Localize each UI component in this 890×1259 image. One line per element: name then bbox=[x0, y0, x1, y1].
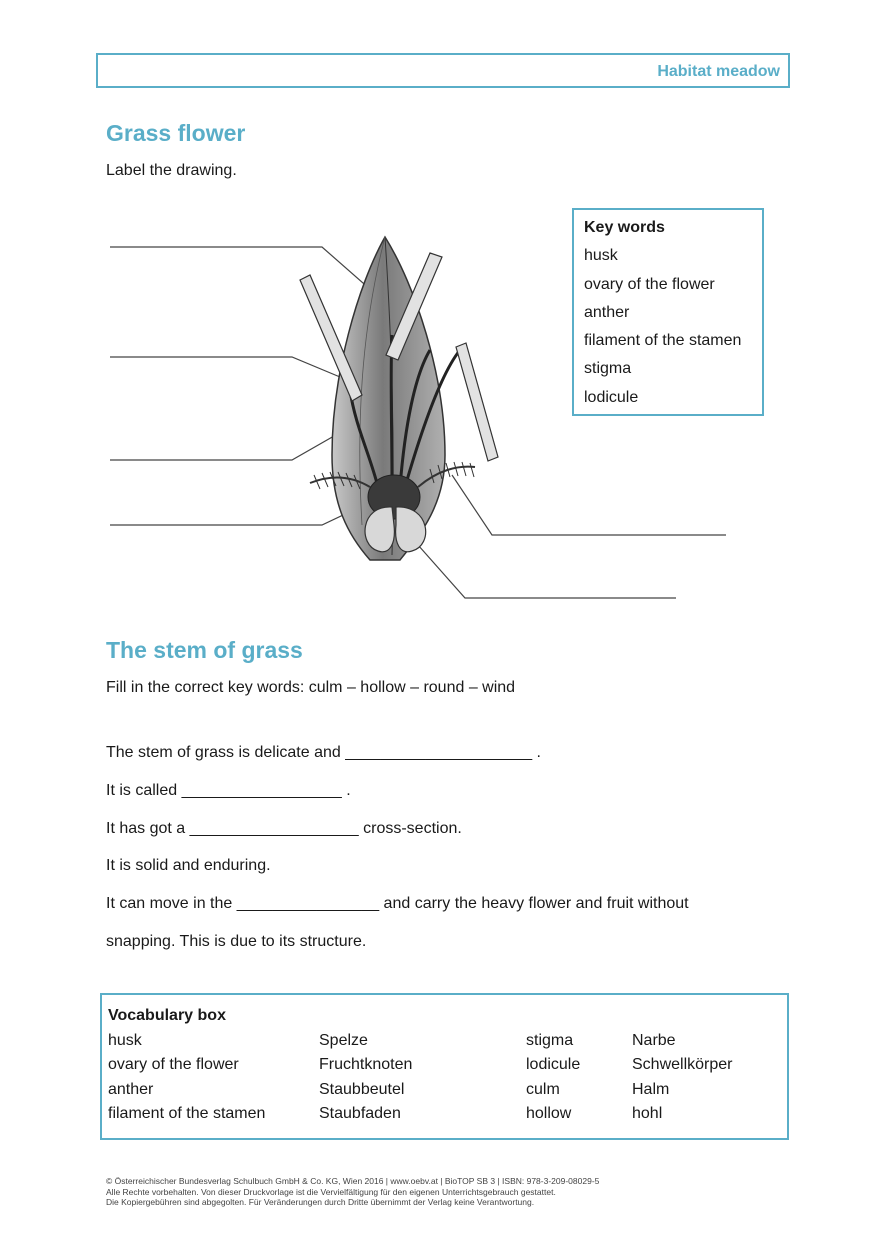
vocab-row bbox=[102, 1032, 787, 1054]
keyword-item: stigma bbox=[584, 360, 632, 378]
vocabulary-box bbox=[100, 993, 789, 1140]
vocab-cell: Narbe bbox=[632, 1032, 676, 1049]
label-line-1 bbox=[110, 247, 388, 305]
sentence-4: It is solid and enduring. bbox=[106, 857, 271, 874]
vocab-cell: Staubbeutel bbox=[319, 1081, 405, 1098]
anther-3 bbox=[456, 343, 498, 461]
vocab-cell: Spelze bbox=[319, 1032, 368, 1049]
keyword-item: filament of the stamen bbox=[584, 332, 742, 350]
vocab-cell: culm bbox=[526, 1081, 560, 1098]
label-line-3 bbox=[110, 420, 362, 460]
label-line-5 bbox=[452, 475, 726, 535]
sentence-2: It is called __________________ . bbox=[106, 782, 351, 799]
section-title-grass-flower: Grass flower bbox=[106, 120, 246, 146]
section-title-stem: The stem of grass bbox=[106, 637, 303, 663]
vocab-cell: husk bbox=[108, 1032, 142, 1049]
label-line-6 bbox=[418, 545, 676, 598]
footer-line: © Österreichischer Bundesverlag Schulbuch GmbH & Co. KG, Wien 2016 | www.oebv.at | BioTOP SB 3 | ISBN: 978-3-209-08029-5 bbox=[106, 1176, 600, 1186]
footer-line: Alle Rechte vorbehalten. Von dieser Druckvorlage ist die Vervielfältigung für den eigenen Unterrichtsgebrauch gestattet. bbox=[106, 1186, 556, 1197]
vocab-cell: hohl bbox=[632, 1105, 663, 1122]
header-box bbox=[96, 53, 790, 88]
vocab-cell: Staubfaden bbox=[319, 1105, 401, 1122]
sentence-3: It has got a ___________________ cross-section. bbox=[106, 820, 462, 837]
vocab-cell: filament of the stamen bbox=[108, 1105, 266, 1122]
vocab-row bbox=[102, 1105, 787, 1127]
header-label: Habitat meadow bbox=[657, 63, 780, 80]
keyword-item: ovary of the flower bbox=[584, 275, 715, 293]
sentence-1: The stem of grass is delicate and _____________________ . bbox=[106, 744, 541, 761]
vocab-cell: Fruchtknoten bbox=[319, 1056, 413, 1073]
footer bbox=[106, 1176, 599, 1208]
footer-line: Die Kopiergebühren sind abgegolten. Für Veränderungen durch Dritte übernimmt der Verlag keine Verantwortung. bbox=[106, 1197, 535, 1207]
vocab-cell: stigma bbox=[526, 1032, 574, 1049]
instruction-label-drawing: Label the drawing. bbox=[106, 162, 237, 179]
vocab-cell: hollow bbox=[526, 1105, 572, 1122]
vocabulary-title: Vocabulary box bbox=[108, 1007, 226, 1024]
keyword-item: anther bbox=[584, 303, 630, 321]
label-line-4 bbox=[110, 507, 360, 525]
keywords-box bbox=[572, 208, 764, 416]
keywords-title: Key words bbox=[584, 219, 665, 236]
vocab-cell: Halm bbox=[632, 1081, 670, 1098]
vocab-row bbox=[102, 1081, 787, 1103]
instruction-fill-in: Fill in the correct key words: culm – hollow – round – wind bbox=[106, 679, 516, 696]
keyword-item: lodicule bbox=[584, 388, 639, 406]
vocab-row bbox=[102, 1056, 787, 1078]
label-line-2 bbox=[110, 357, 340, 377]
sentence-6: snapping. This is due to its structure. bbox=[106, 933, 367, 950]
sentence-5: It can move in the ________________ and carry the heavy flower and fruit without bbox=[106, 895, 689, 912]
vocab-cell: ovary of the flower bbox=[108, 1056, 239, 1073]
vocab-cell: anther bbox=[108, 1081, 154, 1098]
vocab-cell: Schwellkörper bbox=[632, 1056, 733, 1073]
vocab-cell: lodicule bbox=[526, 1056, 581, 1073]
keyword-item: husk bbox=[584, 247, 618, 265]
